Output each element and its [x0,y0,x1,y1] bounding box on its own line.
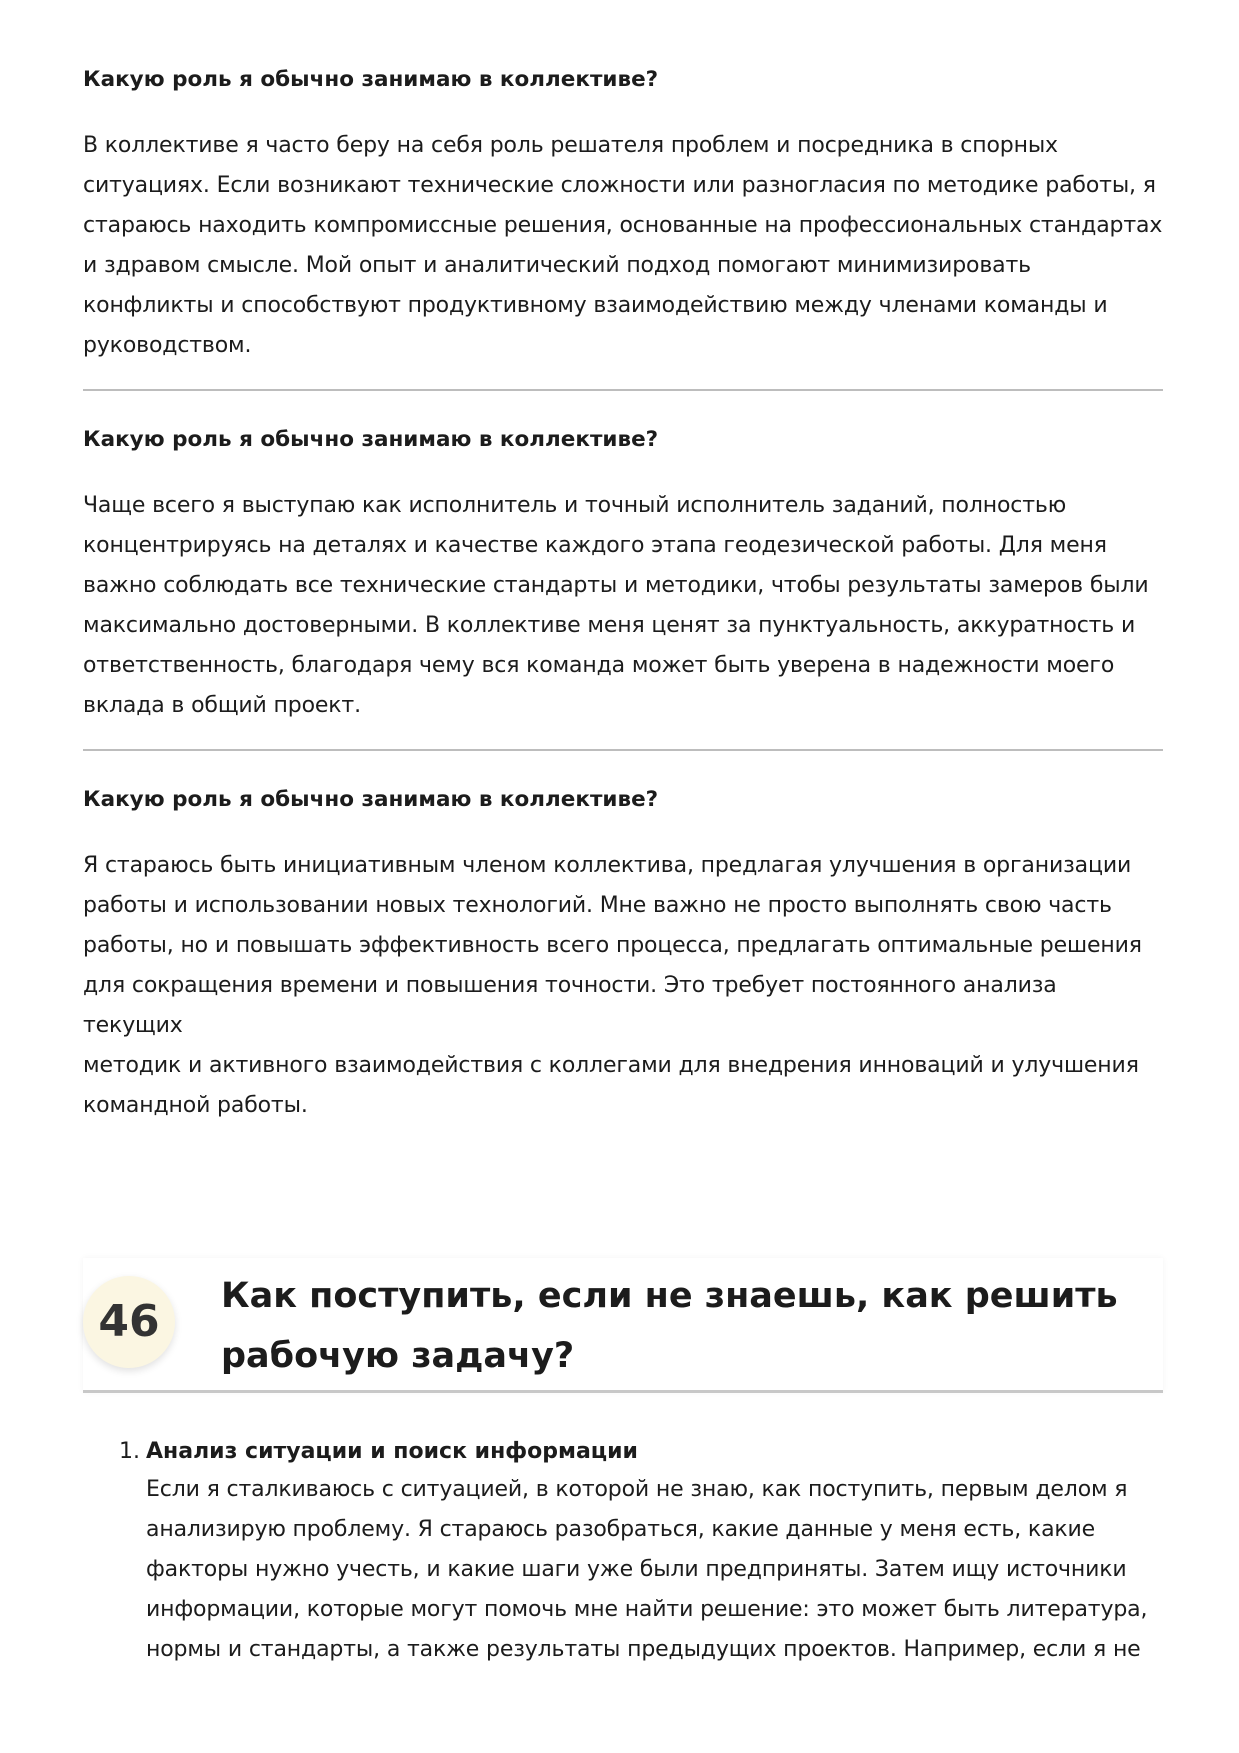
list-item-line: Если я сталкиваюсь с ситуацией, в которой не знаю, как поступить, первым делом я [146,1477,1128,1502]
answer-line: стараюсь находить компромиссные решения, основанные на профессиональных стандартах [83,213,1163,238]
answer-line: методик и активного взаимодействия с коллегами для внедрения инноваций и улучшения [83,1053,1139,1078]
answer-paragraph [83,846,1163,1126]
list-item-title: Анализ ситуации и поиск информации [146,1439,638,1464]
answer-line: работы, но и повышать эффективность всего процесса, предлагать оптимальные решения [83,933,1142,958]
answer-line: конфликты и способствуют продуктивному взаимодействию между членами команды и [83,293,1108,318]
list-item-text [146,1470,1163,1670]
answer-line: руководством. [83,333,252,358]
section-divider [83,749,1163,751]
section-divider [83,389,1163,391]
question-heading: Какую роль я обычно занимаю в коллективе? [83,427,659,452]
answer-line: Чаще всего я выступаю как исполнитель и точный исполнитель заданий, полностью [83,493,1067,518]
answer-line: для сокращения времени и повышения точности. Это требует постоянного анализа текущих [83,973,1057,1038]
answer-line: и здравом смысле. Мой опыт и аналитический подход помогают минимизировать [83,253,1031,278]
section-number-badge: 46 [83,1276,175,1368]
answer-line: Я стараюсь быть инициативным членом коллектива, предлагая улучшения в организации [83,853,1132,878]
answer-line: работы и использовании новых технологий. Мне важно не просто выполнять свою часть [83,893,1112,918]
section-title-line: Как поступить, если не знаешь, как решить [221,1276,1118,1316]
answer-line: ответственность, благодаря чему вся команда может быть уверена в надежности моего [83,653,1115,678]
list-item-line: анализирую проблему. Я стараюсь разобраться, какие данные у меня есть, какие [146,1517,1096,1542]
qa-block [83,426,1149,726]
section-divider [83,1390,1163,1393]
section-title [221,1266,1121,1386]
answer-line: В коллективе я часто беру на себя роль решателя проблем и посредника в спорных [83,133,1058,158]
answer-line: важно соблюдать все технические стандарты и методики, чтобы результаты замеров были [83,573,1149,598]
list-item-line: нормы и стандарты, а также результаты предыдущих проектов. Например, если я не [146,1637,1141,1662]
list-marker: 1. [119,1439,140,1464]
list-item-line: факторы нужно учесть, и какие шаги уже были предприняты. Затем ищу источники [146,1557,1127,1582]
question-heading: Какую роль я обычно занимаю в коллективе? [83,67,659,92]
qa-block [83,66,1162,366]
list-item-line: информации, которые могут помочь мне найти решение: это может быть литература, [146,1597,1148,1622]
answer-paragraph [83,126,1162,366]
answer-paragraph [83,486,1149,726]
section-header [83,1258,1163,1392]
numbered-list [83,1438,1163,1670]
answer-line: максимально достоверными. В коллективе меня ценят за пунктуальность, аккуратность и [83,613,1136,638]
section-title-line: рабочую задачу? [221,1336,575,1376]
answer-line: вклада в общий проект. [83,693,361,718]
answer-line: командной работы. [83,1093,308,1118]
list-item [83,1438,1163,1670]
qa-block [83,786,1163,1126]
answer-line: ситуациях. Если возникают технические сложности или разногласия по методике работы, я [83,173,1156,198]
question-heading: Какую роль я обычно занимаю в коллективе? [83,787,659,812]
answer-line: концентрируясь на деталях и качестве каждого этапа геодезической работы. Для меня [83,533,1107,558]
